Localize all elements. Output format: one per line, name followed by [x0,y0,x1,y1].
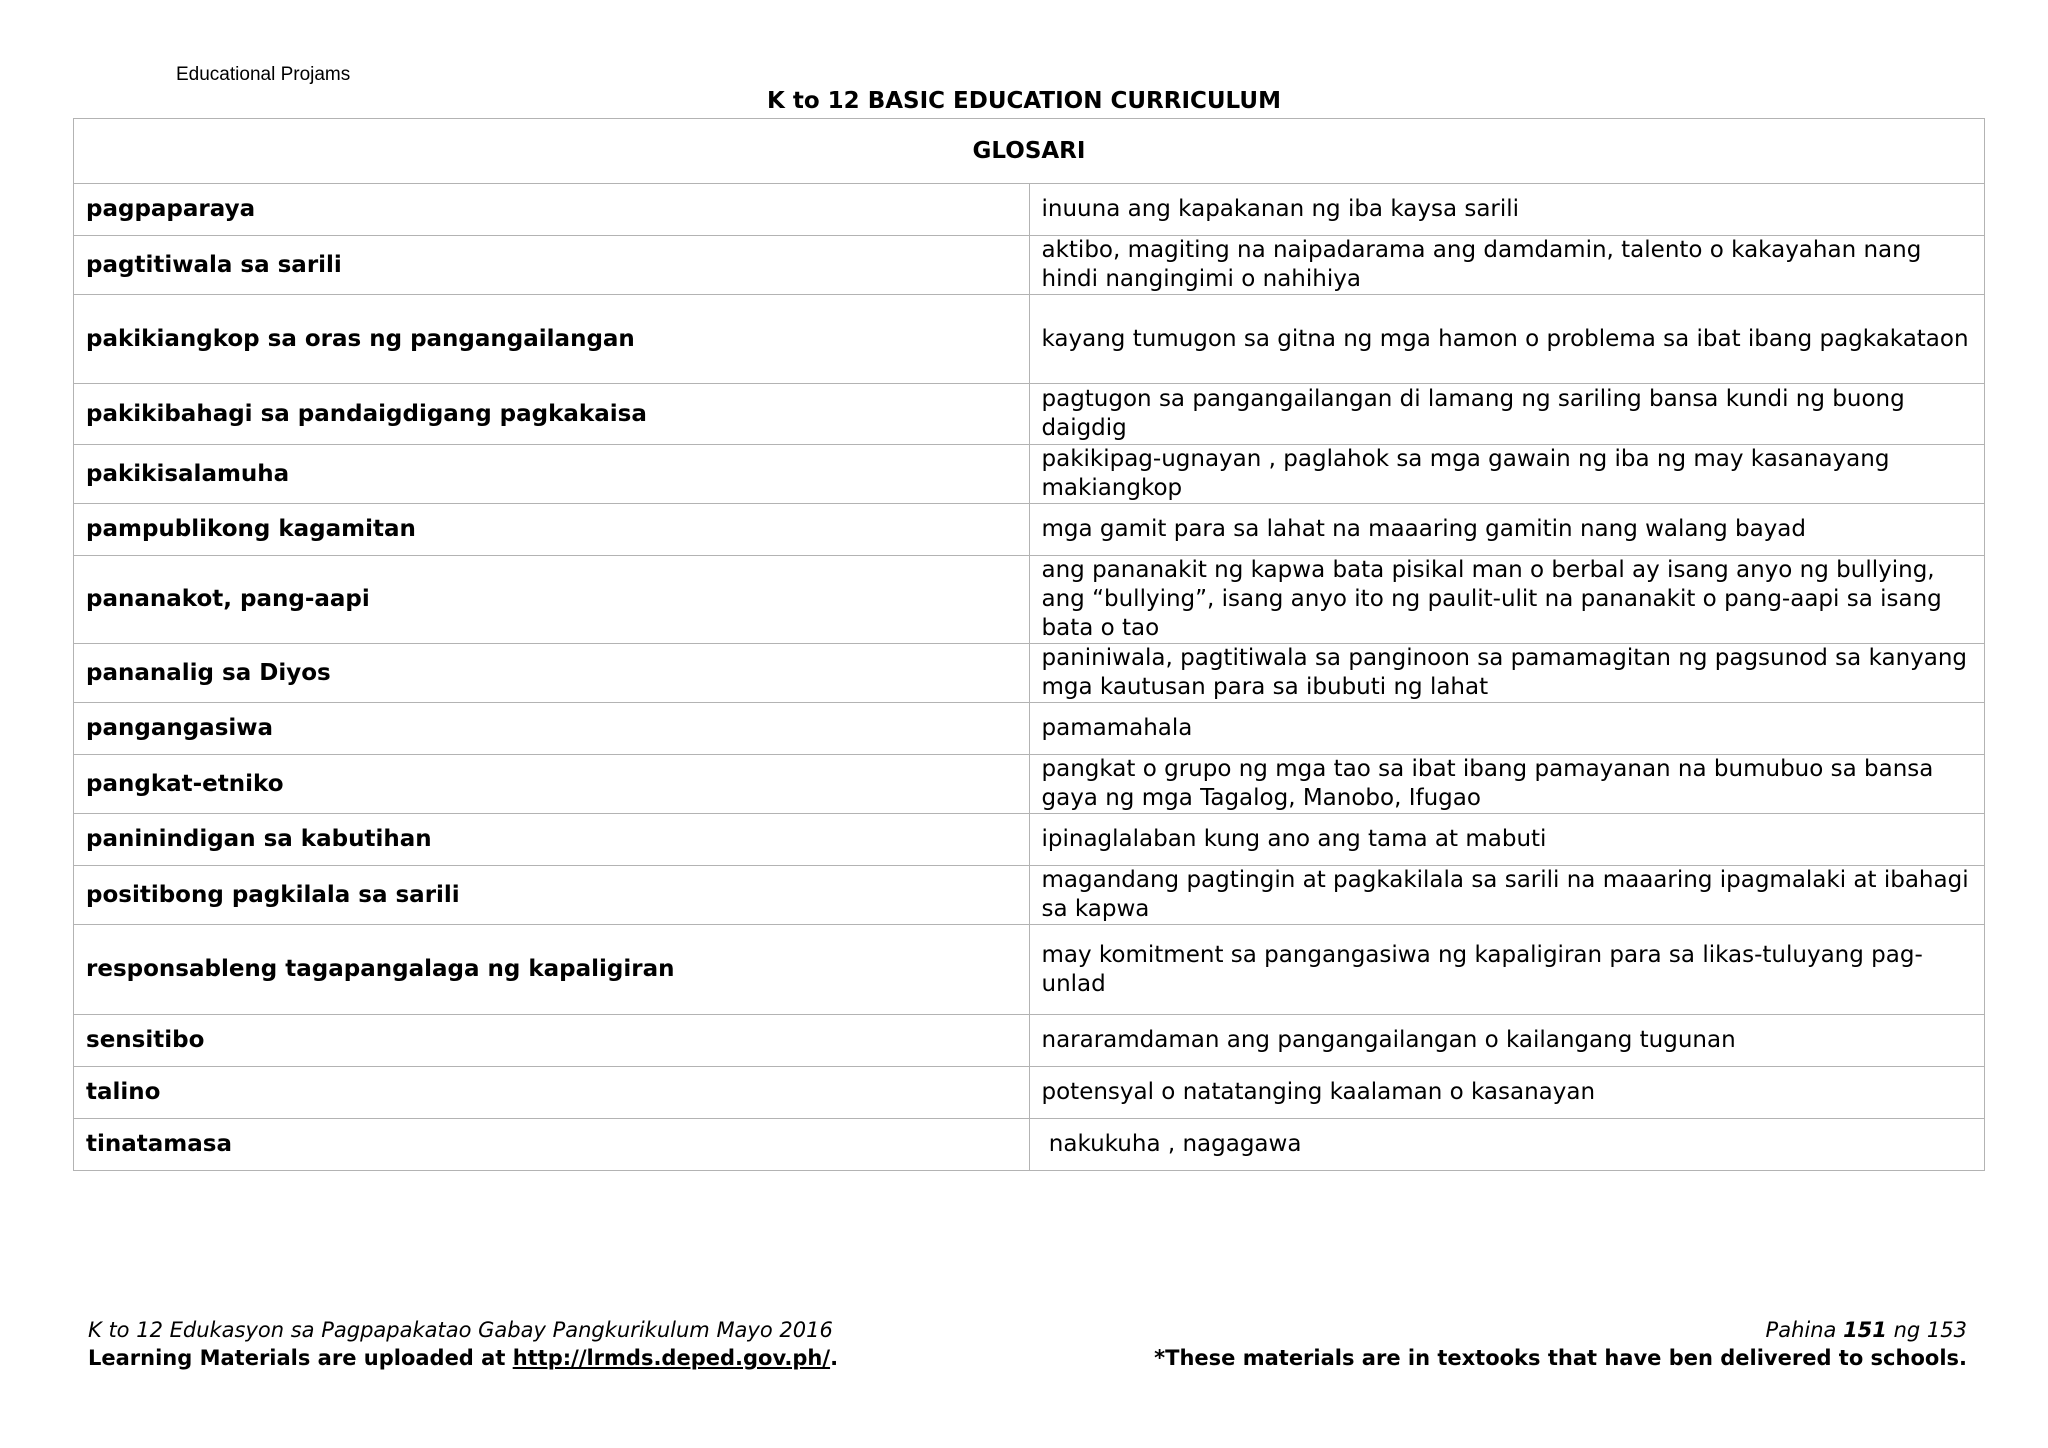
glossary-definition: pagtugon sa pangangailangan di lamang ng sariling bansa kundi ng buong daigdig [1029,384,1985,445]
table-row [74,755,1985,814]
glossary-definition: nararamdaman ang pangangailangan o kailangang tugunan [1029,1015,1985,1067]
glossary-term: talino [74,1067,1030,1119]
footer-curriculum-guide [88,1316,838,1344]
glossary-definition: aktibo, magiting na naipadarama ang damdamin, talento o kakayahan nang hindi nangingimi o nahihiya [1029,236,1985,295]
glossary-term: pakikibahagi sa pandaigdigang pagkakaisa [74,384,1030,445]
table-header: GLOSARI [74,119,1985,184]
footer-upload-period: . [830,1346,839,1370]
footer-right [1154,1316,1967,1372]
glossary-term: sensitibo [74,1015,1030,1067]
glossary-term: pangkat-etniko [74,755,1030,814]
glossary-definition: pangkat o grupo ng mga tao sa ibat ibang pamayanan na bumubuo sa bansa gaya ng mga Tagalog, Manobo, Ifugao [1029,755,1985,814]
table-row [74,295,1985,384]
glossary-term: pakikisalamuha [74,445,1030,504]
glossary-term: pananalig sa Diyos [74,644,1030,703]
footer-upload-text: Learning Materials are uploaded at [88,1346,513,1370]
glossary-definition: nakukuha , nagagawa [1029,1119,1985,1171]
page-number: 151 [1843,1318,1887,1342]
glossary-term: pananakot, pang-aapi [74,556,1030,644]
table-row [74,184,1985,236]
table-row [74,644,1985,703]
glossary-term: pangangasiwa [74,703,1030,755]
page-prefix: Pahina [1765,1318,1844,1342]
glossary-definition: kayang tumugon sa gitna ng mga hamon o problema sa ibat ibang pagkakataon [1029,295,1985,384]
glossary-term: paninindigan sa kabutihan [74,814,1030,866]
glossary-table [73,118,1985,1171]
table-row [74,1119,1985,1171]
glossary-definition: magandang pagtingin at pagkakilala sa sarili na maaaring ipagmalaki at ibahagi sa kapwa [1029,866,1985,925]
glossary-term: pakikiangkop sa oras ng pangangailangan [74,295,1030,384]
glossary-definition: mga gamit para sa lahat na maaaring gamitin nang walang bayad [1029,504,1985,556]
watermark-text: Educational Projams [176,64,351,85]
footer-upload-notice [88,1344,838,1372]
glossary-definition: pamamahala [1029,703,1985,755]
table-row [74,1015,1985,1067]
footer-guide-title: K to 12 Edukasyon sa Pagpapakatao Gabay Pangkurikulum Mayo 2016 [88,1318,833,1342]
table-row [74,384,1985,445]
footer-left [88,1316,838,1372]
table-row [74,556,1985,644]
footer-delivery-notice: *These materials are in textooks that have ben delivered to schools. [1154,1346,1967,1370]
glossary-definition: paniniwala, pagtitiwala sa panginoon sa pamamagitan ng pagsunod sa kanyang mga kautusan para sa ibubuti ng lahat [1029,644,1985,703]
glossary-term: positibong pagkilala sa sarili [74,866,1030,925]
glossary-definition: pakikipag-ugnayan , paglahok sa mga gawain ng iba ng may kasanayang makiangkop [1029,445,1985,504]
table-row [74,925,1985,1015]
glossary-definition: ang pananakit ng kapwa bata pisikal man o berbal ay isang anyo ng bullying, ang “bullying”, isang anyo ito ng paulit-ulit na pananakit o pang-aapi sa isang bata o tao [1029,556,1985,644]
glossary-definition: may komitment sa pangangasiwa ng kapaligiran para sa likas-tuluyang pag-unlad [1029,925,1985,1015]
glossary-term: pampublikong kagamitan [74,504,1030,556]
table-header-row [74,119,1985,184]
table-row [74,866,1985,925]
page-middle: ng [1886,1318,1927,1342]
glossary-term: tinatamasa [74,1119,1030,1171]
table-row [74,504,1985,556]
glossary-definition: potensyal o natatanging kaalaman o kasanayan [1029,1067,1985,1119]
table-row [74,1067,1985,1119]
page-indicator [1154,1316,1967,1344]
table-row [74,236,1985,295]
table-row [74,445,1985,504]
page-total: 153 [1926,1318,1967,1342]
glossary-term: pagtitiwala sa sarili [74,236,1030,295]
document-title: K to 12 BASIC EDUCATION CURRICULUM [767,88,1281,114]
glossary-definition: ipinaglalaban kung ano ang tama at mabuti [1029,814,1985,866]
glossary-term: responsableng tagapangalaga ng kapaligiran [74,925,1030,1015]
glossary-term: pagpaparaya [74,184,1030,236]
glossary-definition: inuuna ang kapakanan ng iba kaysa sarili [1029,184,1985,236]
lrmds-link[interactable]: http://lrmds.deped.gov.ph/ [512,1346,831,1370]
table-row [74,703,1985,755]
table-row [74,814,1985,866]
